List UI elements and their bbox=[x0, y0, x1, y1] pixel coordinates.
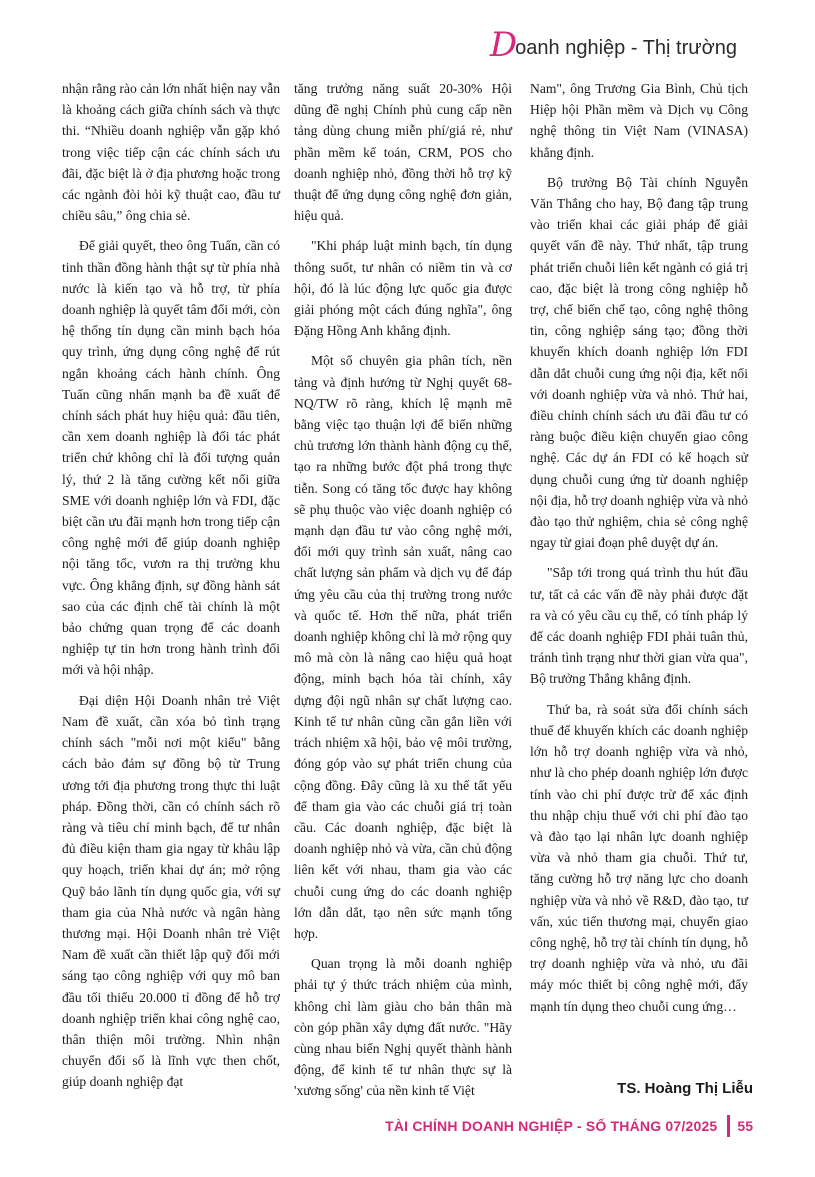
paragraph: Quan trọng là mỗi doanh nghiệp phải tự ý thức trách nhiệm của mình, không chỉ làm giàu cho bản thân mà còn góp phần xây dựng đất nước. "Hãy cùng nhau biến Nghị quyết thành hành động, để kinh tế tư nhân thực sự là 'xương sống' của nền kinh tế Việt bbox=[294, 956, 512, 1099]
journal-name: TÀI CHÍNH DOANH NGHIỆP - SỐ THÁNG 07/2025 bbox=[385, 1118, 718, 1134]
section-header-title: oanh nghiệp - Thị trường bbox=[515, 37, 737, 59]
footer-divider bbox=[727, 1115, 730, 1137]
paragraph: Một số chuyên gia phân tích, nền tảng và định hướng từ Nghị quyết 68-NQ/TW rõ ràng, khích lệ mạnh mẽ bằng việc tạo thuận lợi để biến những chủ trương lớn thành hành động cụ thể, tạo ra những bước đột phá trong thực tiễn. Song có tăng tốc được hay không sẽ phụ thuộc vào việc doanh nghiệp có mạnh dạn đầu tư vào công nghệ mới, đổi mới quy trình sản xuất, nâng cao chất lượng sản phẩm và dịch vụ để đáp ứng yêu cầu của thị trường trong nước và quốc tế. Hơn thế nữa, phát triển doanh nghiệp không chỉ là mở rộng quy mô mà còn là nâng cao hiệu quả hoạt động, minh bạch hóa tài chính, xây dựng đội ngũ nhân sự chất lượng cao. Kinh tế tư nhân cũng cần gắn liền với trách nhiệm xã hội, bảo vệ môi trường, đóng góp vào sự phát triển chung của cộng đồng. Đây cũng là xu thế tất yếu để tham gia vào các chuỗi giá trị toàn cầu. Các doanh nghiệp, đặc biệt là doanh nghiệp nhỏ và vừa, cần chủ động liên kết với nhau, tham gia vào các chuỗi cung ứng do các doanh nghiệp lớn dẫn dắt, tạo nên sức mạnh tổng hợp. bbox=[294, 353, 512, 941]
paragraph: Để giải quyết, theo ông Tuấn, cần có tinh thần đồng hành thật sự từ phía nhà nước là kiến tạo và hỗ trợ, từ phía doanh nghiệp là quyết tâm đổi mới, còn hệ thống tín dụng cần minh bạch hóa quy trình, ứng dụng công nghệ để rút ngắn khoảng cách hành chính. Ông Tuấn cũng nhấn mạnh ba đề xuất để chính sách phát huy hiệu quả: đầu tiên, cần xem doanh nghiệp là đối tác phát triển chứ không chỉ là đối tượng quản lý, thứ 2 là tăng cường kết nối giữa SME với doanh nghiệp lớn và FDI, đặc biệt cần ưu đãi mạnh hơn trong tiếp cận công nghệ mới để giúp doanh nghiệp nội tăng tốc, vươn ra thị trường khu vực. Ông khẳng định, sự đồng hành sát sao của các định chế tài chính là một bảo chứng quan trọng để các doanh nghiệp tự tin hơn trong hành trình đổi mới và hội nhập. bbox=[62, 238, 280, 678]
article-column-1 bbox=[62, 78, 280, 1102]
article-column-3 bbox=[530, 78, 748, 1026]
page-footer bbox=[385, 1114, 753, 1138]
paragraph: "Khi pháp luật minh bạch, tín dụng thông suốt, tư nhân có niềm tin và cơ hội, đó là lúc động lực quốc gia được giải phóng một cách đúng nghĩa", ông Đặng Hồng Anh khẳng định. bbox=[294, 238, 512, 339]
section-header-initial: D bbox=[489, 25, 518, 65]
paragraph: Thứ ba, rà soát sửa đổi chính sách thuế để khuyến khích các doanh nghiệp lớn hỗ trợ doanh nghiệp vừa và nhỏ, như là cho phép doanh nghiệp lớn được tính vào chi phí được trừ để xác định thu nhập chịu thuế với chi phí đào tạo và đào tạo lại nhân lực doanh nghiệp vừa và nhỏ tham gia chuỗi. Thứ tư, tăng cường hỗ trợ năng lực cho doanh nghiệp vừa và nhỏ về R&D, đào tạo, tư vấn, xúc tiến thương mại, chuyển giao công nghệ, hỗ trợ tài chính tín dụng, hỗ trợ doanh nghiệp vừa và nhỏ, ưu đãi máy móc thiết bị công nghệ mới, đẩy mạnh tín dụng theo chuỗi cung ứng… bbox=[530, 701, 748, 1014]
section-header bbox=[489, 25, 737, 65]
page-number: 55 bbox=[737, 1118, 753, 1134]
paragraph: Nam", ông Trương Gia Bình, Chủ tịch Hiệp hội Phần mềm và Dịch vụ Công nghệ thông tin Việt Nam (VINASA) khẳng định. bbox=[530, 81, 748, 160]
paragraph: nhận rằng rào cản lớn nhất hiện nay vẫn là khoảng cách giữa chính sách và thực thi. “Nhiều doanh nghiệp vẫn gặp khó trong việc tiếp cận các chính sách ưu đãi, đặc biệt là ở địa phương hoặc trong các ngành đòi hỏi kỹ thuật cao, đầu tư chiều sâu,” ông chia sẻ. bbox=[62, 81, 280, 224]
paragraph: Bộ trưởng Bộ Tài chính Nguyễn Văn Thắng cho hay, Bộ đang tập trung vào triển khai các giải pháp để giải quyết vấn đề này. Thứ nhất, tập trung phát triển chuỗi liên kết ngành có giá trị cao, đặc biệt là trong công nghiệp hỗ trợ, chế biến chế tạo, công nghệ thông tin, công nghiệp sáng tạo; đồng thời khuyến khích doanh nghiệp lớn FDI dẫn dắt chuỗi cung ứng nội địa, kết nối với doanh nghiệp vừa và nhỏ. Thứ hai, điều chỉnh chính sách ưu đãi đầu tư có ràng buộc điều kiện chuyển giao công nghệ. Các dự án FDI có kế hoạch sử dụng chuỗi cung ứng từ doanh nghiệp nội địa, hỗ trợ doanh nghiệp vừa và nhỏ đào tạo thử nghiệm, chia sẻ công nghệ ngay từ giai đoạn phê duyệt dự án. bbox=[530, 174, 748, 551]
paragraph: tăng trưởng năng suất 20-30% Hội dũng đề nghị Chính phủ cung cấp nền tảng dùng chung miễn phí/giá rẻ, như phần mềm kế toán, CRM, POS cho doanh nghiệp nhỏ, đồng thời hỗ trợ kỹ thuật để ứng dụng công nghệ đơn giản, hiệu quả. bbox=[294, 81, 512, 224]
author-byline: TS. Hoàng Thị Liễu bbox=[617, 1080, 753, 1097]
paragraph: Đại diện Hội Doanh nhân trẻ Việt Nam đề xuất, cần xóa bỏ tình trạng chính sách "mỗi nơi một kiểu" bằng cách bảo đảm sự đồng bộ từ Trung ương tới địa phương trong thực thi luật pháp. Đồng thời, cần có chính sách rõ ràng và tiêu chí minh bạch, để tư nhân đủ điều kiện tham gia ngay từ khâu lập quy hoạch, triển khai dự án; mở rộng Quỹ bảo lãnh tín dụng quốc gia, với sự tham gia của Nhà nước và ngân hàng thương mại. Hội Doanh nhân trẻ Việt Nam đề xuất cần thiết lập quỹ đổi mới sáng tạo công nghiệp với quy mô ban đầu tối thiểu 20.000 tỉ đồng để hỗ trợ doanh nghiệp triển khai công nghệ cao, thân thiện môi trường. Nhìn nhận chuyển đổi số là lĩnh vực then chốt, giúp doanh nghiệp đạt bbox=[62, 692, 280, 1090]
article-column-2 bbox=[294, 78, 512, 1111]
paragraph: "Sắp tới trong quá trình thu hút đầu tư, tất cả các vấn đề này phải được đặt ra và có yêu cầu cụ thể, có tính pháp lý để các doanh nghiệp FDI phải tuân thủ, tránh tình trạng như thời gian vừa qua", Bộ trưởng Thắng khẳng định. bbox=[530, 565, 748, 687]
